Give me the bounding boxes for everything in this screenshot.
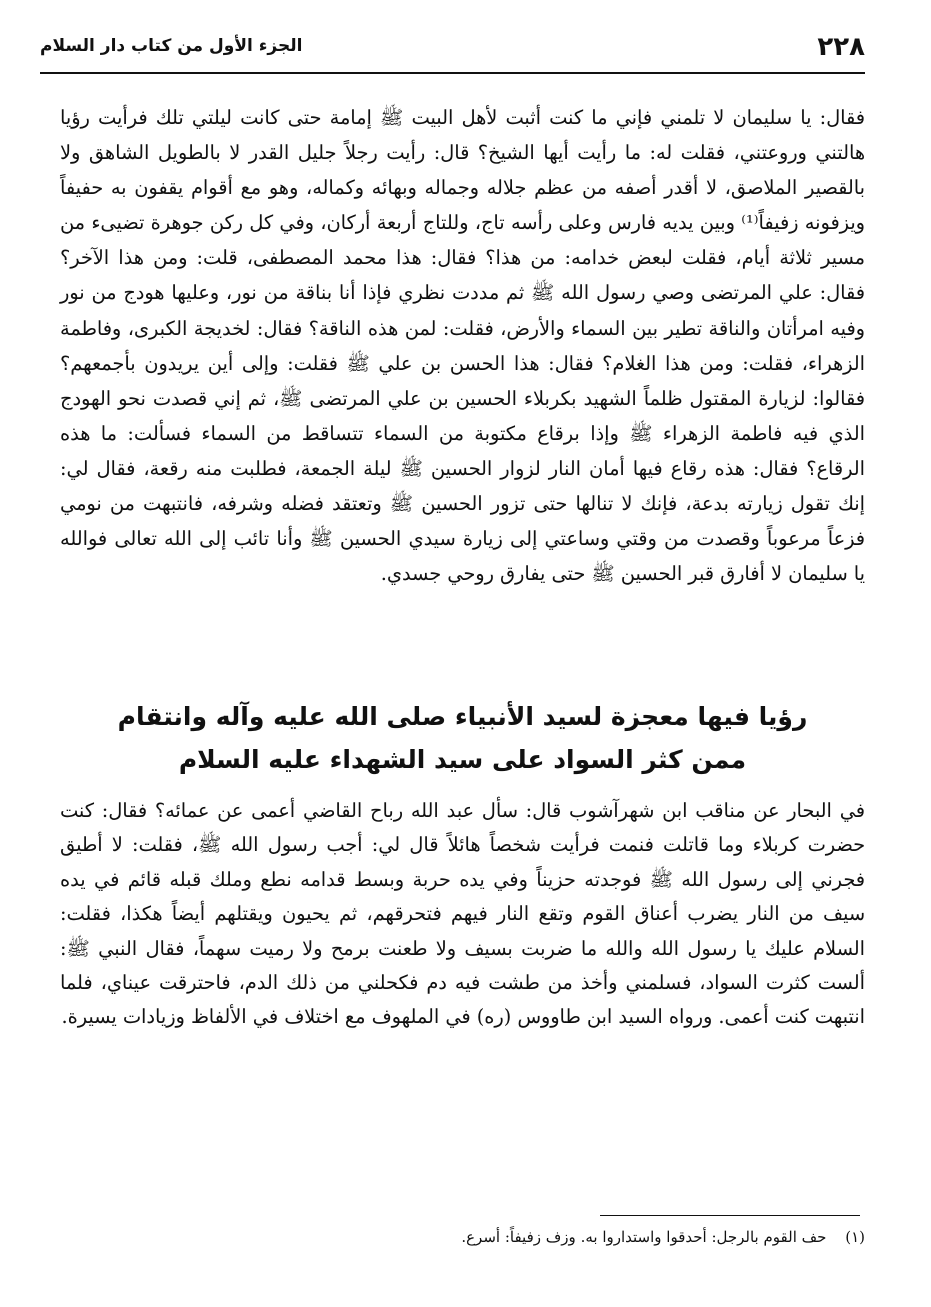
section-heading-line-2: ممن كثر السواد على سيد الشهداء عليه السلام: [178, 745, 747, 774]
running-title: الجزء الأول من كتاب دار السلام: [40, 36, 303, 56]
page-number: ٢٢٨: [817, 32, 865, 62]
footnote-divider: [600, 1215, 860, 1216]
body-paragraph-1: فقال: يا سليمان لا تلمني فإني ما كنت أثبت لأهل البيت ﷺ إمامة حتى كانت ليلتي تلك فرأيت رؤيا هالتني وروعتني، فقلت له: ما رأيت أيها الشيخ؟ قال: رأيت رجلاً جليل القدر لا بالطويل الشاهق ولا بالقصير الملاصق، لا أقدر أصفه من عظم جلاله وجماله وبهائه وكماله، وهو مع أقوام يقفون به حفيفاً ويزفونه زفيفاً⁽¹⁾ وبين يديه فارس وعلى رأسه تاج، وللتاج أربعة أركان، وفي كل ركن جوهرة تضيىء من مسير ثلاثة أيام، فقلت لبعض خدامه: من هذا؟ فقال: هذا محمد المصطفى، قلت: ومن هذا الآخر؟ فقال: علي المرتضى وصي رسول الله ﷺ ثم مددت نظري فإذا أنا بناقة من نور، وعليها هودج من نور وفيه امرأتان والناقة تطير بين السماء والأرض، فقلت: لمن هذه الناقة؟ فقال: لخديجة الكبرى، وفاطمة الزهراء، فقلت: ومن هذا الغلام؟ فقال: هذا الحسن بن علي ﷺ فقلت: وإلى أين يريدون بأجمعهم؟ فقالوا: لزيارة المقتول ظلماً الشهيد بكربلاء الحسين بن علي المرتضى ﷺ، ثم إني قصدت نحو الهودج الذي فيه فاطمة الزهراء ﷺ وإذا برقاع مكتوبة من السماء تتساقط من السماء فسألت: ما هذه الرقاع؟ فقال: هذه رقاع فيها أمان النار لزوار الحسين ﷺ ليلة الجمعة، فطلبت منه رقعة، فقال لي: إنك تقول زيارته بدعة، فإنك لا تنالها حتى تزور الحسين ﷺ وتعتقد فضله وشرفه، فانتبهت من نومي فزعاً مرعوباً وقصدت من وقتي وساعتي إلى زيارة سيدي الحسين ﷺ وأنا تائب إلى الله تعالى فوالله يا سليمان لا أفارق قبر الحسين ﷺ حتى يفارق روحي جسدي.: [60, 106, 865, 586]
body-paragraph-2: في البحار عن مناقب ابن شهرآشوب قال: سأل عبد الله رباح القاضي أعمى عن عمائه؟ فقال: كنت حضرت كربلاء وما قاتلت فنمت فرأيت شخصاً هائلاً قال لي: أجب رسول الله ﷺ، فقلت: لا أطيق فجرني إلى رسول الله ﷺ فوجدته حزيناً وفي يده حربة وبسط قدامه نطع وملك قبله قائم في يده سيف من النار يضرب أعناق القوم وتقع النار فيهم فتحرقهم، ثم يحيون ويقتلهم أيضاً هكذا، فقلت: السلام عليك يا رسول الله والله ما ضربت بسيف ولا طعنت برمح ولا رميت سهماً، فقال النبي ﷺ: ألست كثرت السواد، فسلمني وأخذ من طشت فيه دم فكحلني من ذلك الدم، فاحترقت عيناي، فلما انتبهت كنت أعمى. ورواه السيد ابن طاووس (ره) في الملهوف مع اختلاف في الألفاظ وزيادات يسيرة.: [60, 799, 865, 1029]
footnote-text: حف القوم بالرجل: أحدقوا واستداروا به. وزف زفيفاً: أسرع.: [461, 1228, 827, 1246]
section-heading-line-1: رؤيا فيها معجزة لسيد الأنبياء صلى الله عليه وآله وانتقام: [117, 702, 808, 731]
page-header: [40, 30, 865, 74]
footnote: [60, 1228, 865, 1246]
footnote-number: (١): [845, 1228, 865, 1246]
